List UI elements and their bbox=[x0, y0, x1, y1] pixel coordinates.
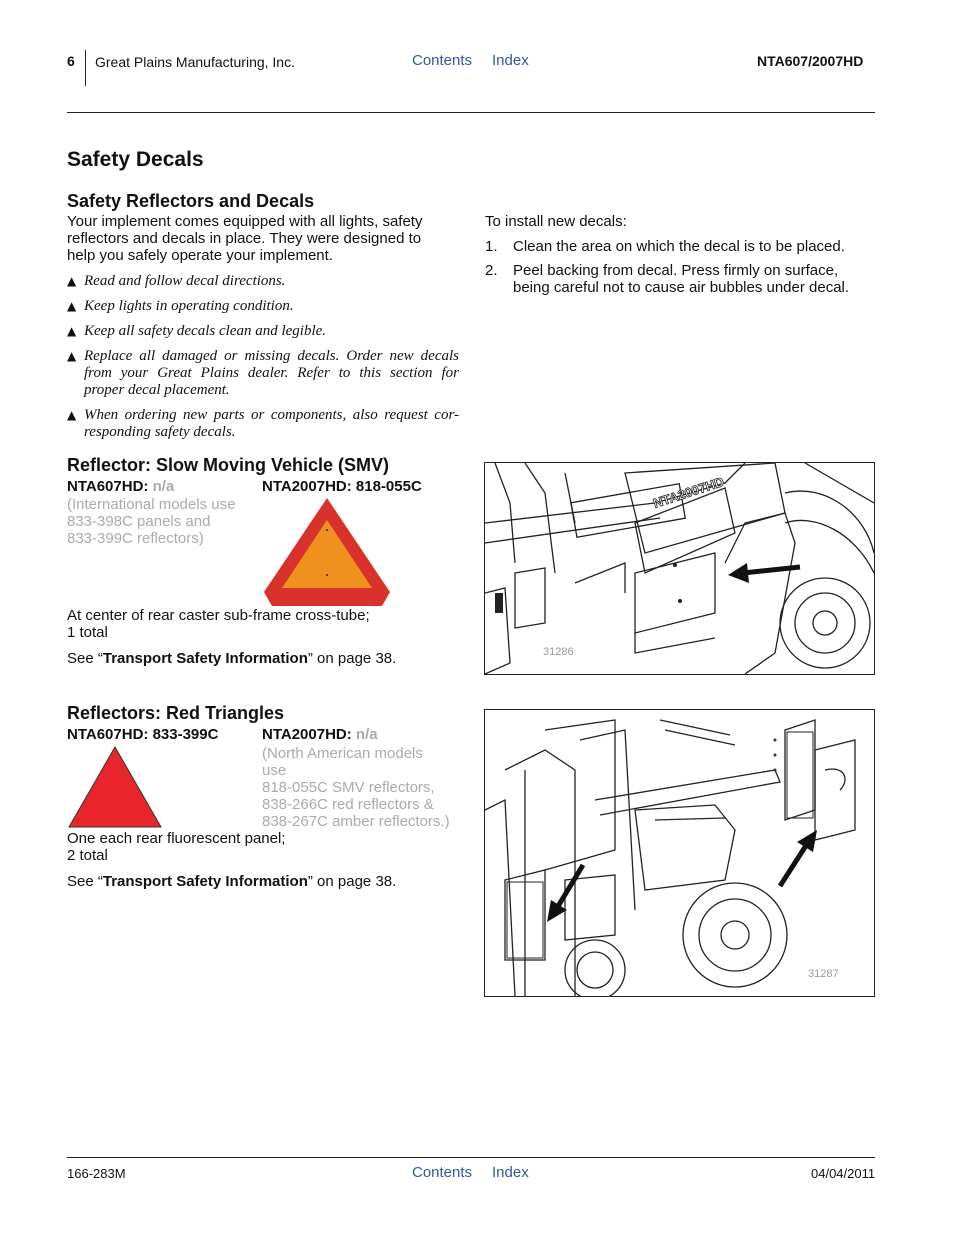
footer-date: 04/04/2011 bbox=[811, 1166, 876, 1181]
warning-triangle-icon: ▲ bbox=[67, 324, 77, 338]
section-heading-red-triangles: Reflectors: Red Triangles bbox=[67, 703, 285, 723]
smv-nta607-note: (International models use 833-398C panels and 833-399C reflectors) bbox=[67, 496, 236, 547]
red-triangle-reflector-icon bbox=[67, 745, 163, 829]
red-triangle-location-figure bbox=[484, 709, 875, 997]
bullet-item: ▲ Keep lights in operating condition. bbox=[67, 298, 294, 314]
red-nta607: NTA607HD: 833-399C bbox=[67, 726, 219, 743]
figure-number: 31287 bbox=[808, 968, 839, 980]
smv-emblem-icon bbox=[262, 496, 392, 608]
install-step: 1. Clean the area on which the decal is to be placed. bbox=[485, 238, 845, 255]
warning-triangle-icon: ▲ bbox=[67, 349, 77, 363]
transport-safety-link[interactable]: Transport Safety Information bbox=[102, 650, 308, 667]
footer-rule bbox=[67, 1157, 875, 1158]
smv-see-reference: See “Transport Safety Information” on page 38. bbox=[67, 650, 397, 667]
bullet-item: ▲ Read and follow decal directions. bbox=[67, 273, 286, 289]
header-rule bbox=[67, 112, 875, 113]
bullet-item: ▲ When ordering new parts or components, also request cor- responding safety decals. bbox=[67, 407, 459, 440]
bullet-item: ▲ Replace all damaged or missing decals. Order new decals from your Great Plains dealer. Refer to this section for proper decal placement. bbox=[67, 348, 459, 398]
company-name: Great Plains Manufacturing, Inc. bbox=[95, 54, 295, 70]
red-location: One each rear fluorescent panel; 2 total bbox=[67, 830, 286, 864]
index-link[interactable]: Index bbox=[492, 52, 529, 69]
model-name: NTA607/2007HD bbox=[757, 53, 864, 69]
section-heading-reflectors-decals: Safety Reflectors and Decals bbox=[67, 191, 315, 211]
smv-nta607: NTA607HD: n/a bbox=[67, 478, 175, 495]
page-number: 6 bbox=[67, 53, 75, 69]
red-nta2007-note: (North American models use 818-055C SMV reflectors, 838-266C red reflectors & 838-267C amber reflectors.) bbox=[262, 745, 450, 830]
red-see-reference: See “Transport Safety Information” on page 38. bbox=[67, 873, 397, 890]
svg-text:NTA2007HD: NTA2007HD bbox=[651, 473, 726, 511]
contents-link[interactable]: Contents bbox=[412, 52, 473, 69]
footer-index-link[interactable]: Index bbox=[492, 1164, 529, 1181]
section-intro: Your implement comes equipped with all lights, safety reflectors and decals in place. They were designed to help you safely operate your implement. bbox=[67, 213, 423, 264]
section-heading-smv: Reflector: Slow Moving Vehicle (SMV) bbox=[67, 455, 390, 475]
warning-triangle-icon: ▲ bbox=[67, 274, 77, 288]
warning-triangle-icon: ▲ bbox=[67, 299, 77, 313]
page-title: Safety Decals bbox=[67, 148, 204, 171]
install-intro: To install new decals: bbox=[485, 213, 627, 230]
install-step: 2. Peel backing from decal. Press firmly on surface, being careful not to cause air bubbles under decal. bbox=[485, 262, 850, 296]
machine-illustration bbox=[485, 710, 874, 996]
header-divider bbox=[85, 50, 86, 86]
figure-number: 31286 bbox=[543, 646, 574, 658]
smv-location-figure bbox=[484, 462, 875, 675]
bullet-item: ▲ Keep all safety decals clean and legible. bbox=[67, 323, 327, 339]
warning-triangle-icon: ▲ bbox=[67, 408, 77, 422]
doc-number: 166-283M bbox=[67, 1166, 126, 1181]
machine-illustration bbox=[485, 463, 874, 674]
smv-location: At center of rear caster sub-frame cross-tube; 1 total bbox=[67, 607, 370, 641]
transport-safety-link[interactable]: Transport Safety Information bbox=[102, 873, 308, 890]
smv-nta2007: NTA2007HD: 818-055C bbox=[262, 478, 422, 495]
red-nta2007: NTA2007HD: n/a bbox=[262, 726, 378, 743]
footer-contents-link[interactable]: Contents bbox=[412, 1164, 473, 1181]
